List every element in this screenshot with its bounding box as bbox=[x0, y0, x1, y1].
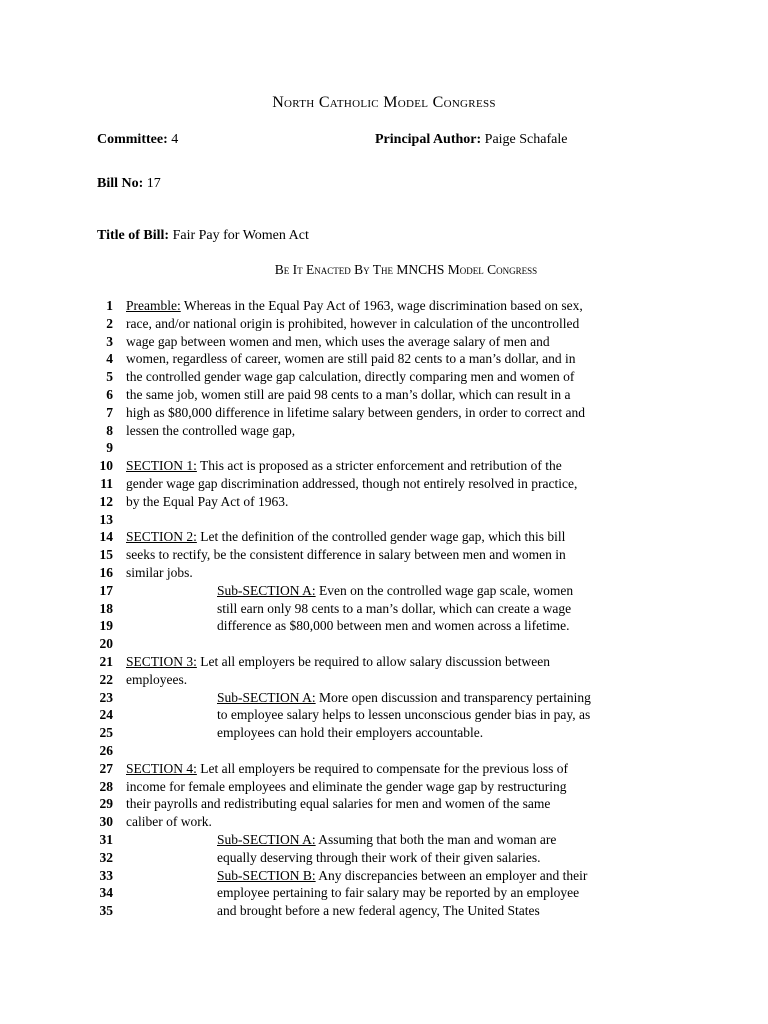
line-text bbox=[126, 475, 577, 493]
bill-line bbox=[0, 475, 768, 493]
line-number: 8 bbox=[106, 422, 113, 438]
section-heading: SECTION 4: bbox=[126, 760, 197, 776]
bill-line bbox=[0, 511, 768, 529]
bill-line bbox=[0, 422, 768, 440]
line-number: 1 bbox=[106, 298, 113, 313]
line-number: 33 bbox=[99, 867, 113, 883]
line-number: 2 bbox=[106, 315, 113, 331]
line-text bbox=[126, 671, 187, 689]
line-number: 12 bbox=[99, 493, 113, 509]
bill-line bbox=[0, 546, 768, 564]
bill-title-row bbox=[97, 228, 309, 244]
principal-author-value: Paige Schafale bbox=[484, 132, 568, 147]
bill-line bbox=[0, 849, 768, 867]
line-body: gender wage gap discrimination addressed, though not entirely resolved in practice, bbox=[126, 475, 578, 491]
line-text bbox=[126, 813, 212, 831]
bill-line bbox=[0, 795, 768, 813]
line-body: race, and/or national origin is prohibited, however in calculation of the uncontrolled bbox=[126, 315, 580, 331]
line-number: 13 bbox=[99, 511, 113, 527]
line-number: 14 bbox=[99, 529, 113, 545]
line-body: the controlled gender wage gap calculation, directly comparing men and women of bbox=[126, 369, 575, 385]
line-body: Even on the controlled wage gap scale, women bbox=[315, 582, 574, 598]
bill-line bbox=[0, 439, 768, 457]
bill-line bbox=[0, 902, 768, 920]
line-body: income for female employees and eliminate the gender wage gap by restructuring bbox=[126, 778, 567, 794]
bill-line bbox=[0, 689, 768, 707]
line-body: employees can hold their employers accountable. bbox=[217, 725, 484, 741]
bill-line bbox=[0, 386, 768, 404]
enacting-clause: Be It Enacted By The MNCHS Model Congress bbox=[274, 262, 538, 277]
line-text bbox=[126, 546, 566, 564]
line-body: wage gap between women and men, which uses the average salary of men and bbox=[126, 333, 550, 349]
line-text bbox=[126, 404, 585, 422]
line-number: 5 bbox=[106, 369, 113, 385]
line-text bbox=[126, 760, 568, 778]
line-number: 22 bbox=[99, 671, 113, 687]
line-number: 29 bbox=[99, 796, 113, 812]
bill-line bbox=[0, 760, 768, 778]
line-body: the same job, women still are paid 98 cents to a man’s dollar, which can result in a bbox=[126, 386, 571, 402]
bill-body bbox=[0, 297, 768, 920]
line-number: 30 bbox=[99, 814, 113, 830]
line-body: still earn only 98 cents to a man’s dollar, which can create a wage bbox=[217, 600, 572, 616]
line-number: 23 bbox=[99, 689, 113, 705]
line-body: This act is proposed as a stricter enforcement and retribution of the bbox=[196, 458, 562, 474]
committee-row bbox=[97, 132, 178, 148]
line-number: 28 bbox=[99, 778, 113, 794]
line-text bbox=[217, 884, 579, 902]
line-number: 18 bbox=[99, 600, 113, 616]
line-body: Let all employers be required to allow salary discussion between bbox=[196, 653, 551, 669]
line-number: 27 bbox=[99, 760, 113, 776]
line-text bbox=[126, 333, 550, 351]
line-number: 34 bbox=[99, 885, 113, 901]
bill-line bbox=[0, 653, 768, 671]
line-number: 26 bbox=[99, 742, 113, 758]
line-text bbox=[126, 422, 295, 440]
line-number: 7 bbox=[106, 404, 113, 420]
line-body: and brought before a new federal agency, The United States bbox=[217, 903, 540, 919]
line-text bbox=[217, 831, 556, 849]
line-number: 9 bbox=[106, 440, 113, 456]
line-body: their payrolls and redistributing equal salaries for men and women of the same bbox=[126, 796, 551, 812]
line-number: 25 bbox=[99, 725, 113, 741]
line-body: employees. bbox=[126, 671, 188, 687]
line-number: 24 bbox=[99, 707, 113, 723]
line-body: similar jobs. bbox=[126, 564, 193, 580]
line-number: 17 bbox=[99, 582, 113, 598]
line-text bbox=[126, 653, 550, 671]
section-heading: SECTION 2: bbox=[126, 529, 197, 545]
principal-author-label: Principal Author: bbox=[375, 132, 482, 147]
committee-label: Committee: bbox=[97, 132, 168, 147]
bill-number-row bbox=[97, 176, 161, 192]
bill-line bbox=[0, 528, 768, 546]
line-text bbox=[126, 493, 288, 511]
section-heading: Sub-SECTION A: bbox=[217, 582, 316, 598]
line-text bbox=[126, 778, 566, 796]
line-body: Let the definition of the controlled gender wage gap, which this bill bbox=[196, 529, 566, 545]
bill-line bbox=[0, 315, 768, 333]
line-text bbox=[217, 849, 541, 867]
line-text bbox=[126, 350, 576, 368]
line-number: 35 bbox=[99, 903, 113, 919]
bill-line bbox=[0, 884, 768, 902]
bill-line bbox=[0, 617, 768, 635]
line-text bbox=[217, 724, 483, 742]
bill-line bbox=[0, 582, 768, 600]
bill-line bbox=[0, 600, 768, 618]
section-heading: SECTION 1: bbox=[126, 458, 197, 474]
line-body: lessen the controlled wage gap, bbox=[126, 422, 296, 438]
bill-title-label: Title of Bill: bbox=[97, 228, 170, 243]
line-number: 4 bbox=[106, 351, 113, 367]
bill-number-label: Bill No: bbox=[97, 176, 144, 191]
section-heading: SECTION 3: bbox=[126, 653, 197, 669]
bill-line bbox=[0, 297, 768, 315]
line-body: difference as $80,000 between men and women across a lifetime. bbox=[217, 618, 570, 634]
bill-line bbox=[0, 404, 768, 422]
line-number: 16 bbox=[99, 564, 113, 580]
document-title: North Catholic Model Congress bbox=[272, 94, 496, 111]
bill-line bbox=[0, 706, 768, 724]
bill-line bbox=[0, 350, 768, 368]
line-text bbox=[126, 297, 583, 315]
line-body: Let all employers be required to compensate for the previous loss of bbox=[196, 760, 569, 776]
line-text bbox=[126, 795, 550, 813]
line-body: More open discussion and transparency pertaining bbox=[315, 689, 591, 705]
line-body: by the Equal Pay Act of 1963. bbox=[126, 493, 289, 509]
section-heading: Sub-SECTION B: bbox=[217, 867, 316, 883]
line-number: 19 bbox=[99, 618, 113, 634]
line-body: high as $80,000 difference in lifetime salary between genders, in order to correct and bbox=[126, 404, 585, 420]
line-text bbox=[126, 386, 570, 404]
line-number: 6 bbox=[106, 386, 113, 402]
line-number: 20 bbox=[99, 636, 113, 652]
bill-line bbox=[0, 724, 768, 742]
bill-line bbox=[0, 635, 768, 653]
line-number: 3 bbox=[106, 333, 113, 349]
bill-line bbox=[0, 564, 768, 582]
bill-line bbox=[0, 368, 768, 386]
bill-number-value: 17 bbox=[146, 176, 161, 191]
line-text bbox=[217, 582, 573, 600]
line-text bbox=[126, 528, 565, 546]
line-text bbox=[217, 706, 590, 724]
line-text bbox=[126, 564, 193, 582]
section-heading: Sub-SECTION A: bbox=[217, 689, 316, 705]
line-body: Any discrepancies between an employer and their bbox=[315, 867, 588, 883]
committee-value: 4 bbox=[171, 132, 179, 147]
line-number: 15 bbox=[99, 547, 113, 563]
line-number: 11 bbox=[100, 475, 113, 491]
bill-line bbox=[0, 671, 768, 689]
line-body: to employee salary helps to lessen unconscious gender bias in pay, as bbox=[217, 707, 591, 723]
section-heading: Preamble: bbox=[126, 298, 181, 313]
line-text bbox=[217, 617, 570, 635]
principal-author-row bbox=[375, 132, 567, 148]
line-body: Whereas in the Equal Pay Act of 1963, wage discrimination based on sex, bbox=[180, 298, 583, 313]
line-text bbox=[217, 902, 540, 920]
bill-line bbox=[0, 867, 768, 885]
line-text bbox=[126, 315, 579, 333]
bill-line bbox=[0, 457, 768, 475]
bill-line bbox=[0, 778, 768, 796]
line-number: 31 bbox=[99, 831, 113, 847]
line-text bbox=[217, 689, 591, 707]
bill-line bbox=[0, 742, 768, 760]
line-text bbox=[217, 867, 587, 885]
line-body: women, regardless of career, women are still paid 82 cents to a man’s dollar, and in bbox=[126, 351, 576, 367]
bill-title-value: Fair Pay for Women Act bbox=[172, 228, 309, 243]
line-number: 32 bbox=[99, 849, 113, 865]
line-number: 21 bbox=[99, 653, 113, 669]
bill-line bbox=[0, 813, 768, 831]
section-heading: Sub-SECTION A: bbox=[217, 831, 316, 847]
line-body: caliber of work. bbox=[126, 814, 212, 830]
bill-line bbox=[0, 831, 768, 849]
line-text bbox=[126, 457, 562, 475]
line-body: Assuming that both the man and woman are bbox=[315, 831, 557, 847]
line-body: equally deserving through their work of their given salaries. bbox=[217, 849, 541, 865]
line-body: seeks to rectify, be the consistent difference in salary between men and women in bbox=[126, 547, 566, 563]
bill-line bbox=[0, 493, 768, 511]
line-text bbox=[217, 600, 571, 618]
line-number: 10 bbox=[99, 458, 113, 474]
line-body: employee pertaining to fair salary may be reported by an employee bbox=[217, 885, 580, 901]
line-text bbox=[126, 368, 574, 386]
bill-line bbox=[0, 333, 768, 351]
